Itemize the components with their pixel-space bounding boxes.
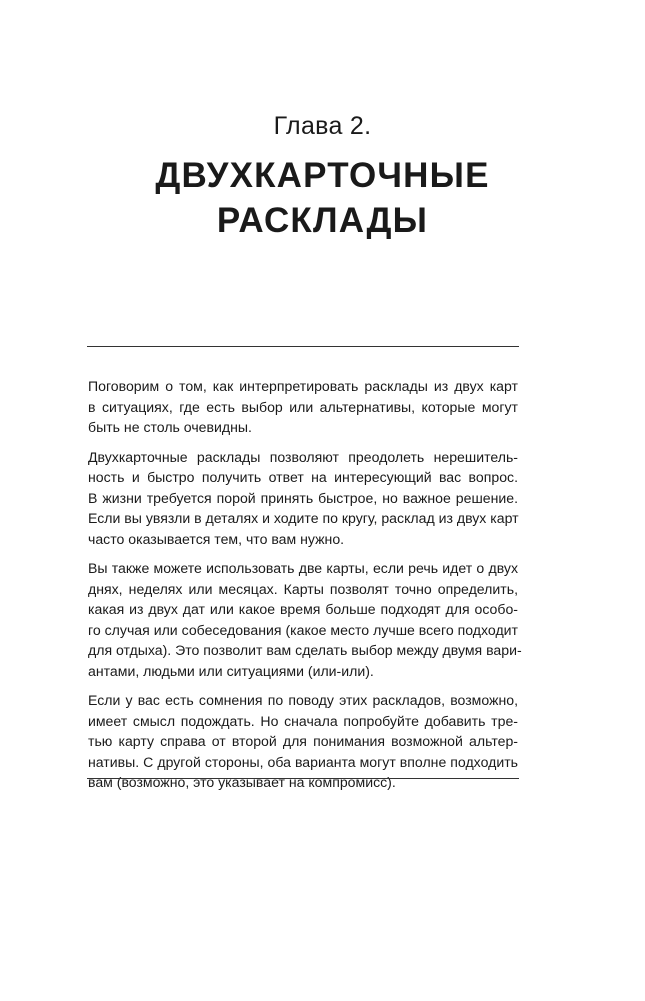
text-line: часто оказывается тем, что вам нужно. xyxy=(88,530,345,547)
text-line: Если вы увязли в деталях и ходите по кругу, расклад из двух карт xyxy=(88,510,519,526)
chapter-title-line: ДВУХКАРТОЧНЫЕ xyxy=(155,156,490,195)
text-line: Если у вас есть сомнения по поводу этих раскладов, возможно, xyxy=(88,692,518,708)
paragraph-1 xyxy=(88,376,518,438)
text-line: в ситуациях, где есть выбор или альтернативы, которые могут xyxy=(88,398,518,415)
text-line: антами, людьми или ситуациями (или-или). xyxy=(88,662,374,679)
text-line: вам (возможно, это указывает на компромисс). xyxy=(88,774,396,790)
text-line: ность и быстро получить ответ на интересующий вас вопрос. xyxy=(88,469,518,485)
text-line: го случая или собеседования (какое место лучше всего подходит xyxy=(88,621,518,638)
paragraph-3 xyxy=(88,558,522,681)
text-line: имеет смысл подождать. Но сначала попробуйте добавить тре- xyxy=(88,712,518,729)
bottom-divider xyxy=(87,778,519,779)
text-line: какая из двух дат или какое время больше подходят для особо- xyxy=(88,601,518,617)
paragraph-2 xyxy=(88,447,518,550)
text-line: быть не столь очевидны. xyxy=(88,419,252,435)
top-divider xyxy=(87,346,519,347)
body-text xyxy=(88,376,522,802)
text-line: днях, неделях или месяцах. Карты позволят точно определить, xyxy=(88,580,518,597)
text-line: Вы также можете использовать две карты, если речь идет о двух xyxy=(88,560,518,576)
chapter-label: Глава 2. xyxy=(273,112,372,140)
text-line: В жизни требуется порой принять быстрое, но важное решение. xyxy=(88,489,518,506)
text-line: тью карту справа от второй для понимания возможной альтер- xyxy=(88,733,518,749)
chapter-title xyxy=(0,153,645,243)
text-line: Поговорим о том, как интерпретировать расклады из двух карт xyxy=(88,378,518,394)
text-line: для отдыха). Это позволит вам сделать выбор между двумя вари- xyxy=(88,642,522,658)
text-line: Двухкарточные расклады позволяют преодолеть нерешитель- xyxy=(88,448,518,465)
chapter-title-line: РАСКЛАДЫ xyxy=(216,201,429,240)
text-line: нативы. С другой стороны, оба варианта могут вполне подходить xyxy=(88,753,518,770)
